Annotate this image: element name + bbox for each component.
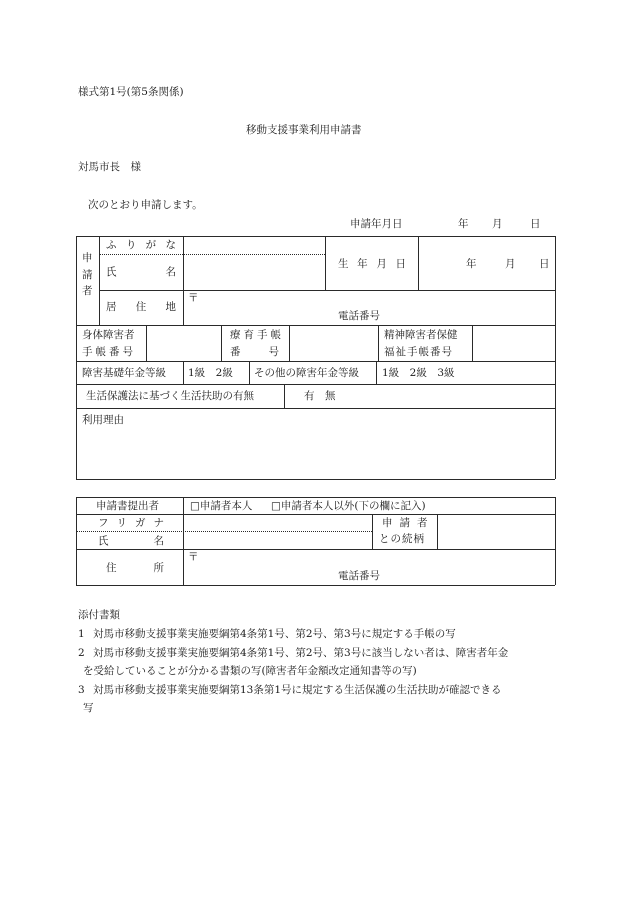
birthdate-year-unit: 年: [466, 258, 477, 270]
application-date-month: 月: [492, 218, 503, 230]
applicant-name-label: 氏 名: [106, 266, 176, 278]
addressee: 対馬市長 様: [78, 161, 141, 173]
applicant-postal-mark: 〒: [188, 292, 199, 304]
submitter-address-label: 住 所: [106, 562, 164, 574]
welfare-label: 生活保護法に基づく生活扶助の有無: [86, 390, 254, 402]
submitter-postal-mark: 〒: [188, 551, 199, 563]
submitter-furigana-label: フ リ ガ ナ: [98, 517, 164, 529]
physical-handbook-field[interactable]: [147, 326, 220, 360]
submitter-label: 申請書提出者: [96, 500, 159, 512]
submitter-option-other[interactable]: □申請者本人以外(下の欄に記入): [271, 500, 426, 512]
applicant-phone-label: 電話番号: [338, 310, 380, 322]
birthdate-month-unit: 月: [505, 258, 516, 270]
application-date-year: 年: [458, 218, 469, 230]
birthdate-label: 生 年 月 日: [338, 258, 406, 270]
mental-handbook-field[interactable]: [473, 326, 554, 360]
applicant-furigana-field[interactable]: [184, 237, 324, 253]
usage-reason-label: 利用理由: [82, 414, 124, 426]
applicant-address-label: 居 住 地: [106, 301, 176, 313]
welfare-options[interactable]: 有 無: [304, 390, 336, 402]
birthdate-day-unit: 日: [539, 258, 550, 270]
application-date-label: 申請年月日: [350, 218, 403, 230]
basic-pension-label: 障害基礎年金等級: [82, 367, 166, 379]
other-pension-options[interactable]: 1級 2級 3級: [382, 367, 455, 379]
intro-text: 次のとおり申請します。: [88, 199, 203, 211]
other-pension-label: その他の障害年金等級: [254, 367, 359, 379]
usage-reason-field[interactable]: [77, 430, 554, 478]
application-date-day: 日: [530, 218, 541, 230]
attachments-heading: 添付書類: [78, 609, 120, 621]
rehab-handbook-field[interactable]: [290, 326, 377, 360]
form-title: 移動支援事業利用申請書: [246, 124, 362, 136]
applicant-name-field[interactable]: [184, 255, 324, 289]
applicant-furigana-label: ふ り が な: [106, 239, 176, 251]
relation-field[interactable]: [438, 515, 554, 548]
basic-pension-options[interactable]: 1級 2級: [188, 367, 233, 379]
applicant-section-label: 申 請 者: [82, 252, 93, 298]
submitter-option-self[interactable]: □申請者本人: [190, 500, 253, 512]
submitter-name-field[interactable]: [184, 532, 371, 548]
submitter-phone-label: 電話番号: [338, 570, 380, 582]
birthdate-field[interactable]: [419, 237, 554, 289]
form-number: 様式第1号(第5条関係): [78, 86, 184, 98]
submitter-furigana-field[interactable]: [184, 515, 371, 530]
submitter-name-label: 氏 名: [98, 535, 164, 547]
